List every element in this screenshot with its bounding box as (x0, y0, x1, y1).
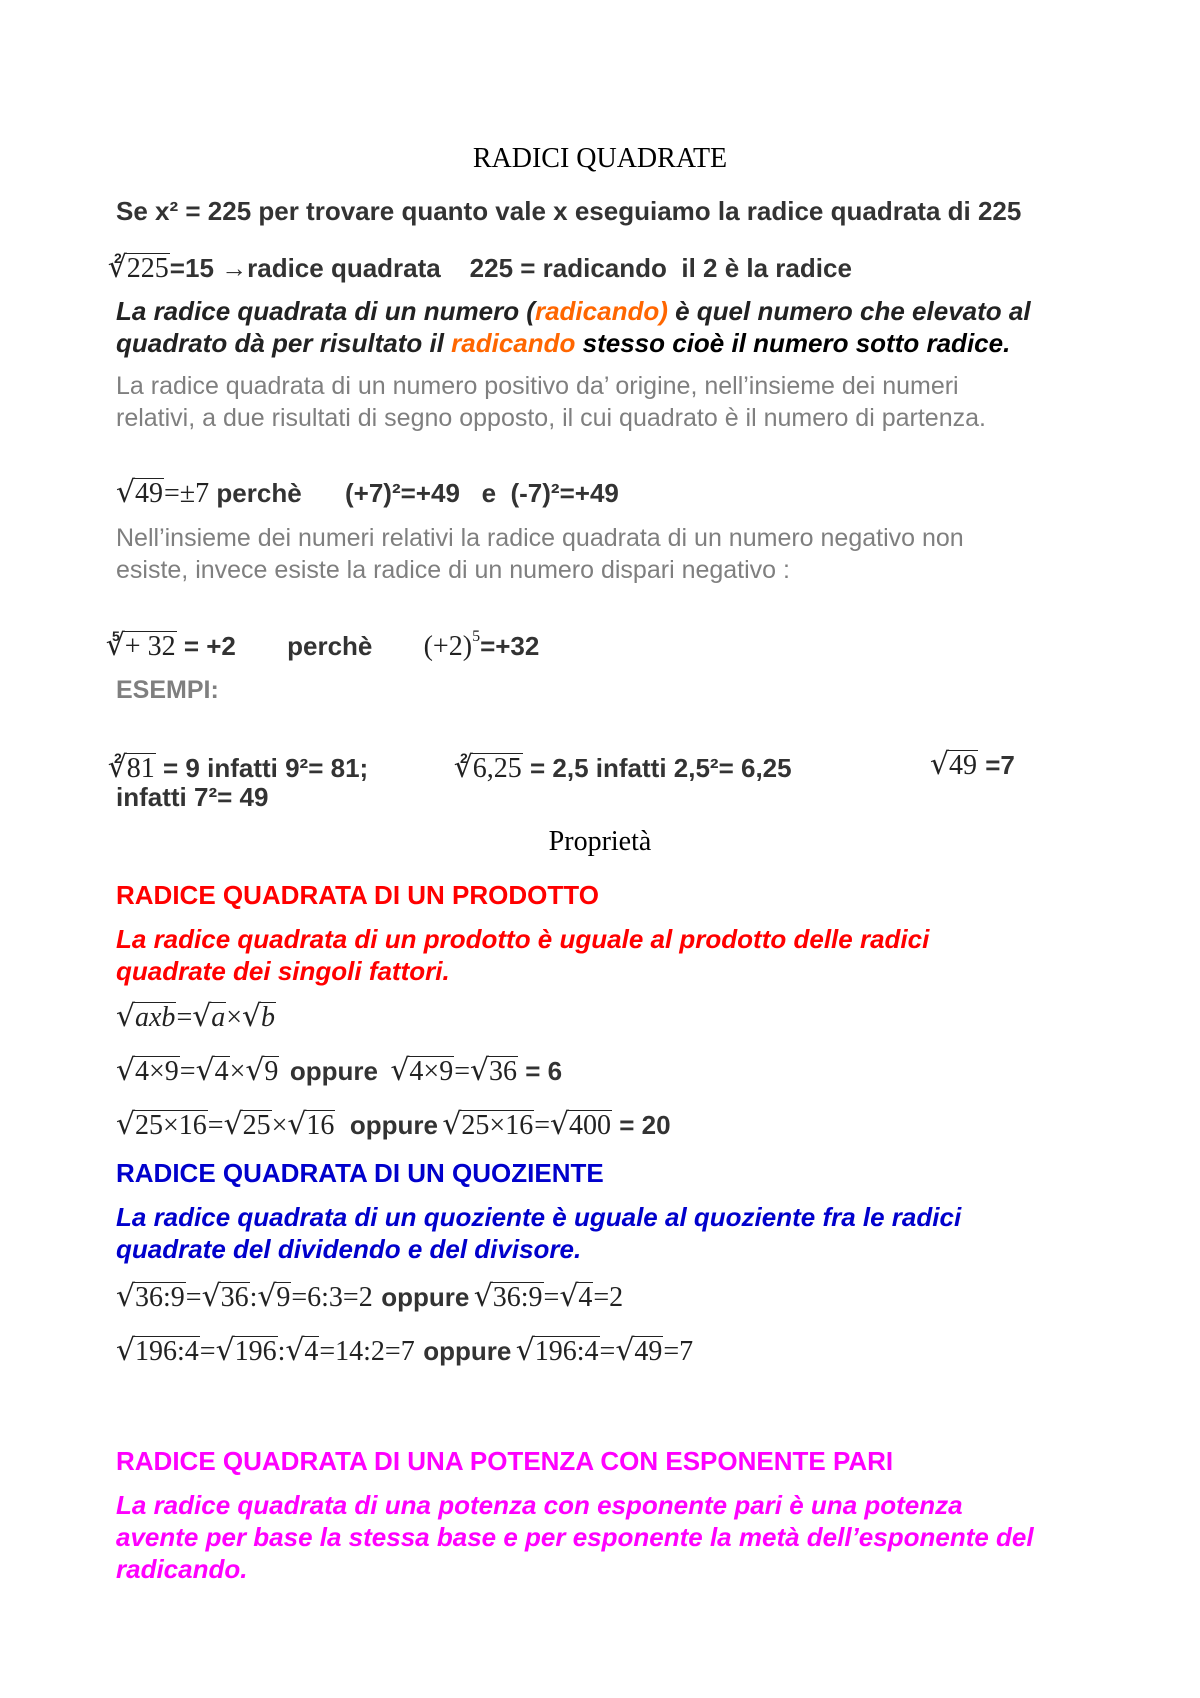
quoziente-heading: RADICE QUADRATA DI UN QUOZIENTE (116, 1158, 604, 1188)
prodotto-example-1: √ 4×9=√ 4×√ 9 oppure √ 4×9=√ 36 = 6 (116, 1056, 562, 1088)
def2-text-c: stesso cioè il numero sotto radice. (575, 328, 1011, 358)
esempi-label: ESEMPI: (116, 676, 219, 704)
radicand: 196:4 (135, 1336, 199, 1367)
power-base: (+2) (423, 631, 473, 662)
potenza-rule-2: avente per base la stessa base e per esponente la metà dell’esponente del (116, 1522, 1034, 1552)
quoziente-example-2: √ 196:4=√ 196:√ 4=14:2=7 oppure √ 196:4=√ 49=7 (116, 1336, 693, 1368)
sqrt-196 (216, 1336, 278, 1368)
radicand: 25×16 (135, 1110, 207, 1141)
sqrt-4x9 (116, 1056, 180, 1088)
radicand: 400 (569, 1110, 611, 1141)
sqrt-81 (108, 753, 156, 785)
radicand: 25×16 (461, 1110, 534, 1141)
result-6: = 6 (518, 1056, 563, 1086)
root-index: 5 (112, 628, 120, 644)
sqrt225-line (114, 250, 852, 285)
plus-minus-result: =±7 (164, 478, 210, 509)
radicand: 6,25 (472, 753, 522, 784)
sqrt-9 (245, 1056, 279, 1088)
def-radicando: radicando) (534, 296, 668, 326)
radicand: 49 (949, 750, 977, 781)
oppure-label: oppure (289, 1056, 378, 1086)
power-exponent: 5 (472, 628, 481, 645)
sqrt-4 (196, 1056, 230, 1088)
quoziente-ex1-tail: =6:3=2 (291, 1282, 373, 1313)
sqrt-6-25 (454, 753, 523, 785)
root-plus-32 (106, 631, 177, 663)
esempio-3-continuation: infatti 7²= 49 (116, 782, 269, 812)
result-20: = 20 (612, 1110, 671, 1140)
example-49-line (116, 478, 619, 510)
sqrt-196-div-4 (516, 1336, 600, 1368)
sqrt-b (242, 1002, 276, 1034)
quoziente-rule-2: quadrate del dividendo e del divisore. (116, 1234, 582, 1264)
radicand: axb (135, 1002, 176, 1033)
def-text-c: è quel numero che elevato al (667, 296, 1031, 326)
oppure-label: oppure (423, 1336, 512, 1366)
esempio-2-text: = 2,5 infatti 2,5²= 6,25 (522, 753, 792, 783)
esempio-3 (930, 750, 1015, 782)
radicand: 196:4 (534, 1336, 599, 1367)
sqrt-36 (470, 1056, 518, 1088)
def2-text-a: quadrato dà per risultato il (116, 328, 452, 358)
sqrt-4 (559, 1282, 593, 1314)
quoziente-example-1: √ 36:9=√ 36:√ 9=6:3=2 oppure √ 36:9=√ 4=2 (116, 1282, 623, 1314)
radicand: 4 (304, 1336, 319, 1367)
page-title: RADICI QUADRATE (472, 143, 728, 174)
radicand: a (211, 1002, 226, 1033)
quoziente-ex1-tail2: =2 (593, 1282, 624, 1313)
radicand: 4 (214, 1056, 229, 1087)
sqrt-225 (108, 253, 170, 285)
example-49-explanation: perchè (+7)²=+49 e (-7)²=+49 (209, 478, 619, 508)
esempio-3-text: =7 (978, 750, 1015, 780)
radicand: 4×9 (409, 1056, 454, 1087)
quoziente-ex2-tail: =14:2=7 (319, 1336, 415, 1367)
sqrt-25x16 (442, 1110, 534, 1142)
def2-radicando: radicando (451, 328, 576, 358)
prodotto-heading: RADICE QUADRATA DI UN PRODOTTO (116, 880, 599, 910)
fifth-root-line (112, 628, 539, 663)
section-title-proprieta: Proprietà (548, 826, 652, 857)
sqrt-49 (930, 750, 978, 782)
radicand: 25 (242, 1110, 271, 1141)
sqrt-4x9 (390, 1056, 454, 1088)
radicand: 36:9 (492, 1282, 543, 1313)
radicand: 196 (234, 1336, 277, 1367)
radicand: 49 (634, 1336, 663, 1367)
sqrt-36-div-9 (116, 1282, 186, 1314)
esempio-1 (114, 750, 368, 785)
power-result: =+32 (480, 631, 540, 661)
oppure-label: oppure (349, 1110, 438, 1140)
prodotto-rule-1: La radice quadrata di un prodotto è uguale al prodotto delle radici (116, 924, 930, 954)
sqrt-196-div-4 (116, 1336, 200, 1368)
quoziente-ex2-tail2: =7 (663, 1336, 694, 1367)
sqrt-4 (285, 1336, 319, 1368)
sqrt-25x16 (116, 1110, 208, 1142)
potenza-rule-1: La radice quadrata di una potenza con esponente pari è una potenza (116, 1490, 963, 1520)
relatives-line-2: relativi, a due risultati di segno opposto, il cui quadrato è il numero di partenza. (116, 404, 986, 432)
definition-line-1 (116, 296, 1031, 327)
radicand: 4×9 (135, 1056, 179, 1087)
prodotto-formula: √ axb=√ a×√ b (116, 1002, 276, 1034)
negative-line-1: Nell’insieme dei numeri relativi la radice quadrata di un numero negativo non (116, 524, 964, 552)
radicand: + 32 (124, 631, 176, 662)
sqrt-400 (550, 1110, 612, 1142)
intro-line: Se x² = 225 per trovare quanto vale x eseguiamo la radice quadrata di 225 (116, 196, 1022, 226)
sqrt-36 (202, 1282, 250, 1314)
perche-label: perchè (287, 631, 373, 661)
radicand: 36:9 (135, 1282, 185, 1313)
radicand: 225 (126, 253, 169, 284)
radicand: b (261, 1002, 276, 1033)
root-index: 2 (114, 250, 122, 266)
esempio-1-text: = 9 infatti 9²= 81; (155, 753, 369, 783)
radicand: 9 (276, 1282, 291, 1313)
sqrt-36-div-9 (474, 1282, 544, 1314)
potenza-heading: RADICE QUADRATA DI UNA POTENZA CON ESPONENTE PARI (116, 1446, 894, 1476)
root-index: 2 (114, 750, 122, 766)
esempio-2 (460, 750, 792, 785)
root-index: 2 (460, 750, 468, 766)
definition-line-2 (116, 328, 1010, 359)
sqrt-axb (116, 1002, 176, 1034)
potenza-rule-3: radicando. (116, 1554, 248, 1584)
sqrt-a (192, 1002, 226, 1034)
radicand: 16 (306, 1110, 335, 1141)
radicand: 9 (264, 1056, 279, 1087)
sqrt225-explanation: =15 →radice quadrata 225 = radicando il 2 è la radice (169, 253, 852, 283)
sqrt-16 (287, 1110, 335, 1142)
relatives-line-1: La radice quadrata di un numero positivo da’ origine, nell’insieme dei numeri (116, 372, 959, 400)
fifth-root-eq: = +2 (176, 631, 236, 661)
oppure-label: oppure (381, 1282, 470, 1312)
prodotto-rule-2: quadrate dei singoli fattori. (116, 956, 450, 986)
def-text-a: La radice quadrata di un numero ( (116, 296, 535, 326)
radicand: 81 (126, 753, 155, 784)
radicand: 49 (135, 478, 163, 509)
sqrt-25 (224, 1110, 272, 1142)
negative-line-2: esiste, invece esiste la radice di un numero dispari negativo : (116, 556, 790, 584)
radicand: 36 (220, 1282, 249, 1313)
quoziente-rule-1: La radice quadrata di un quoziente è uguale al quoziente fra le radici (116, 1202, 962, 1232)
radicand: 4 (578, 1282, 593, 1313)
sqrt-9 (257, 1282, 291, 1314)
prodotto-example-2: √ 25×16=√ 25×√ 16 oppure √ 25×16=√ 400 = 20 (116, 1110, 671, 1142)
sqrt-49 (116, 478, 164, 510)
radicand: 36 (489, 1056, 517, 1087)
sqrt-49 (615, 1336, 663, 1368)
